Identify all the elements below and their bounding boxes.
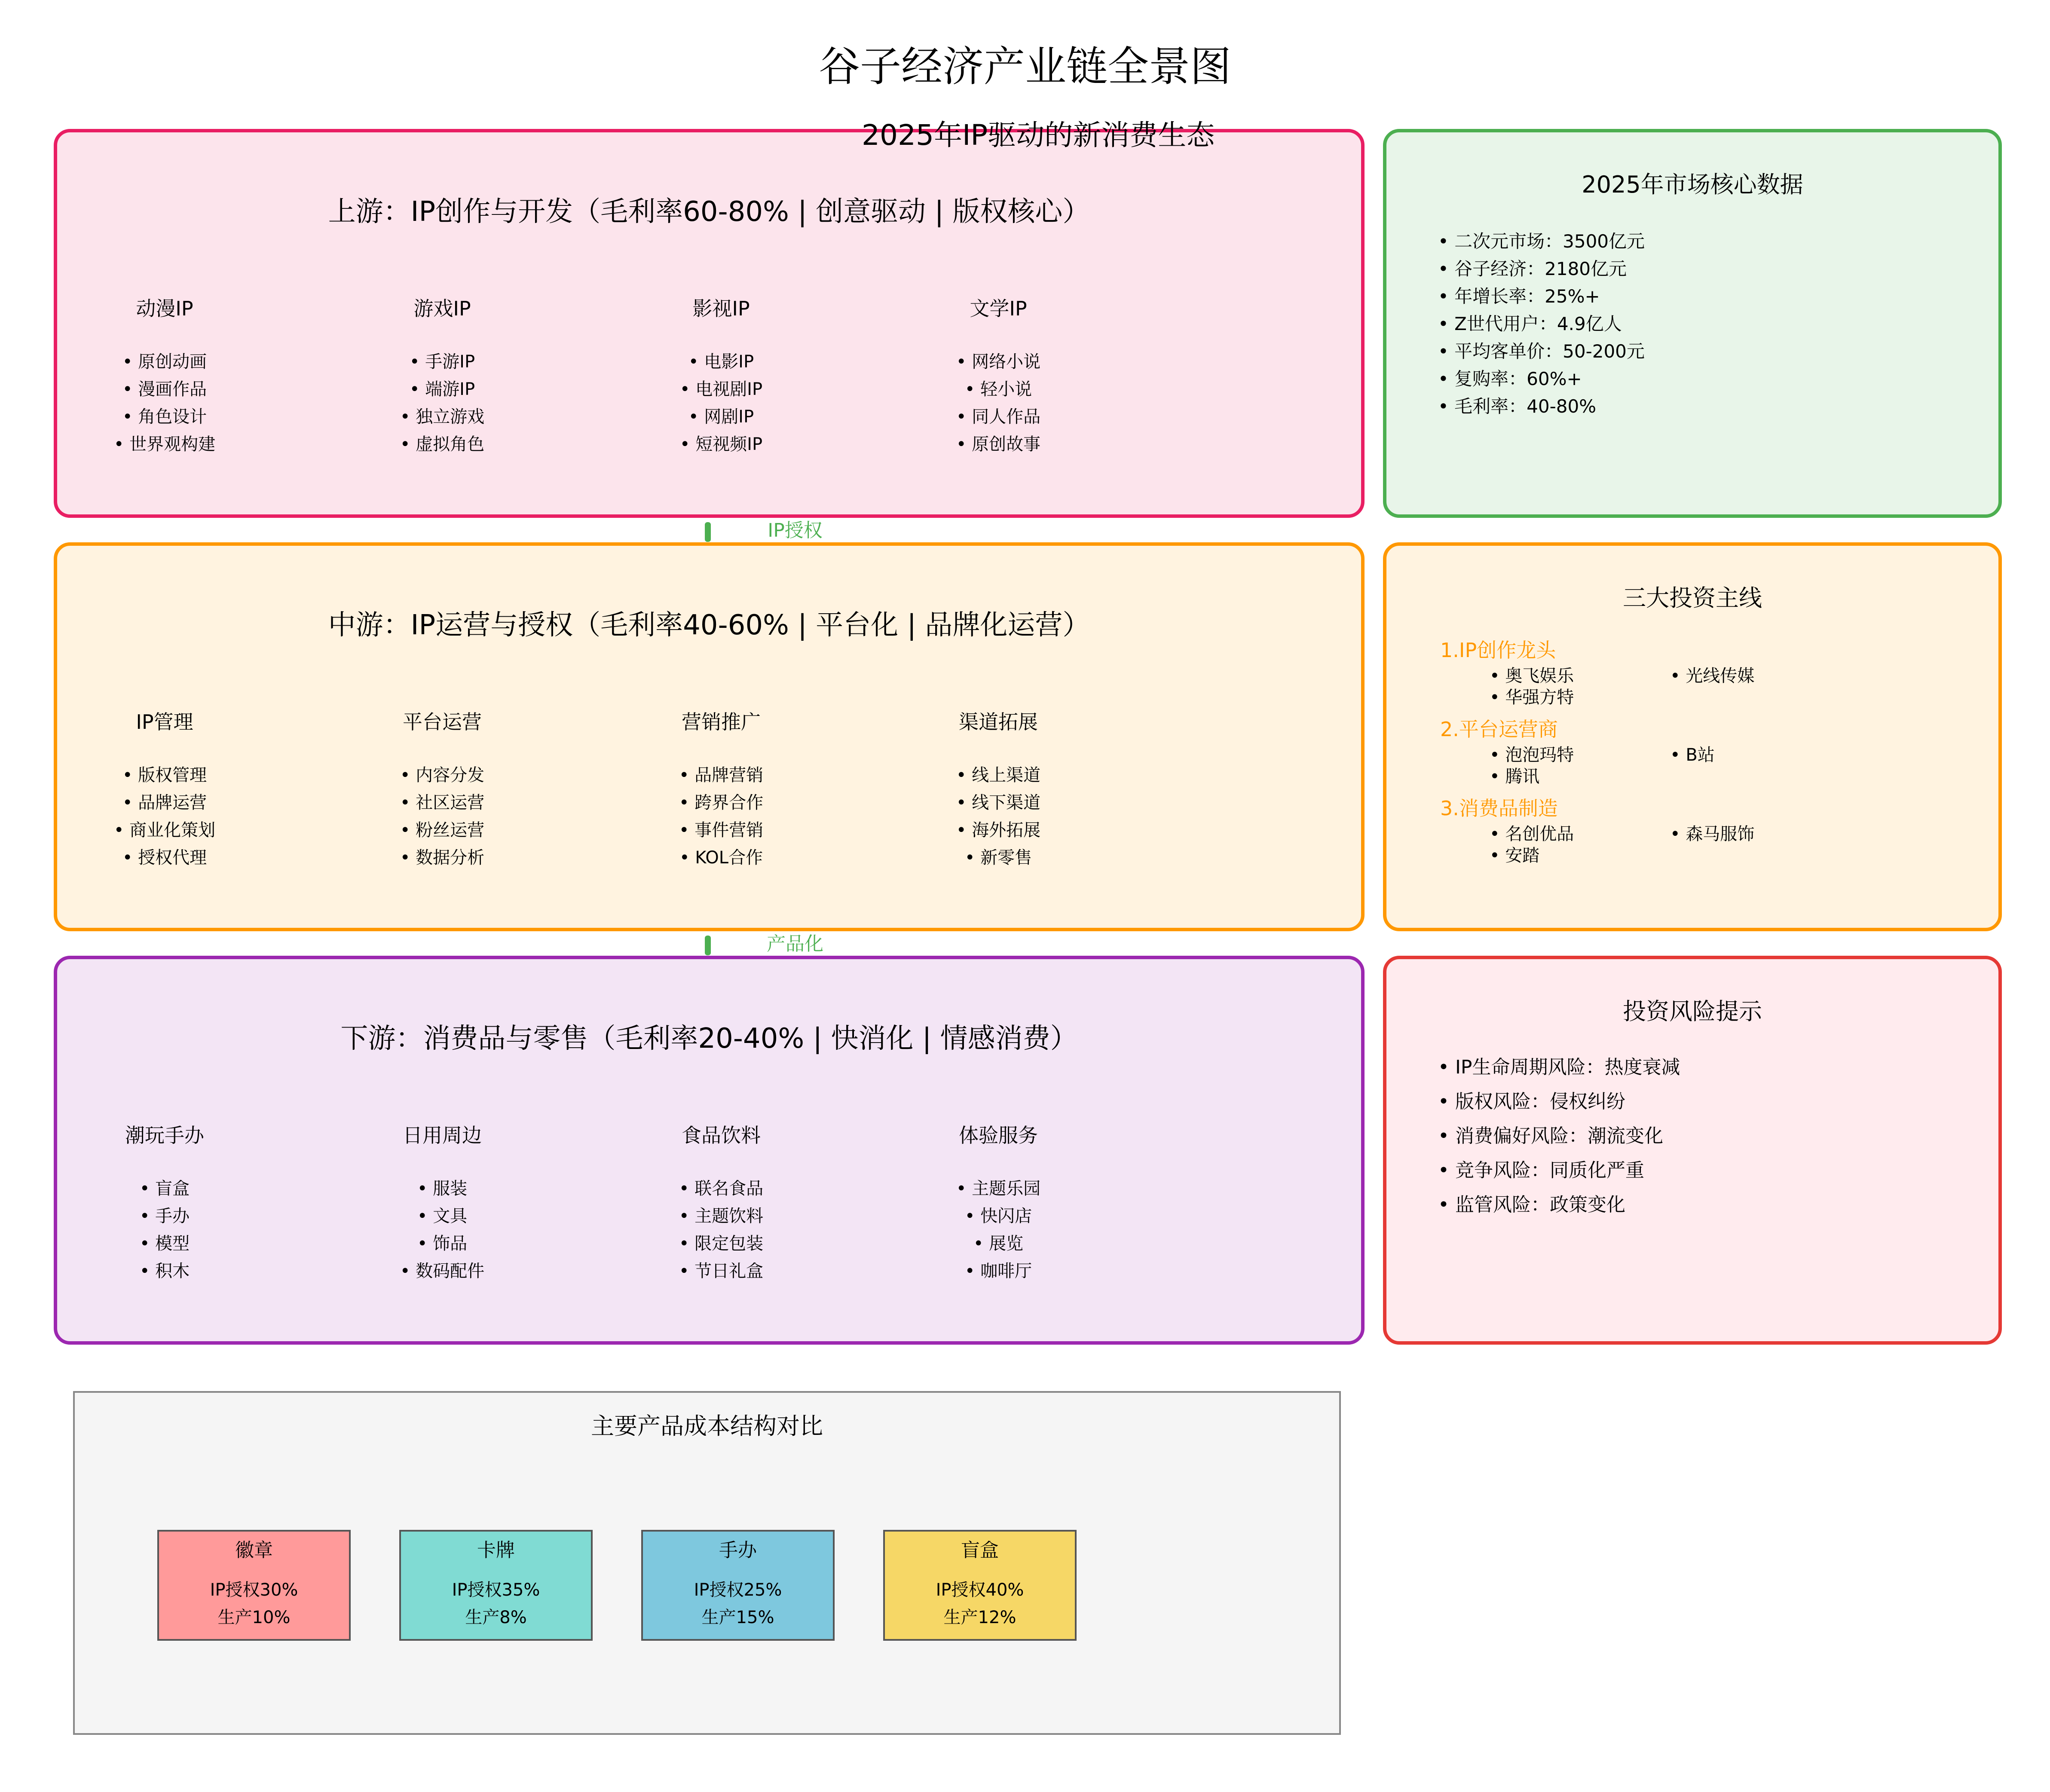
column-title: 平台运营 <box>403 710 482 734</box>
cost-box-figure <box>641 1530 835 1641</box>
license-share: IP授权30% <box>210 1580 298 1600</box>
list-item: • 端游IP <box>352 376 532 403</box>
list-item: • 网络小说 <box>908 348 1089 376</box>
production-share: 生产8% <box>465 1608 527 1627</box>
upstream-column <box>74 296 255 458</box>
product-name: 盲盒 <box>961 1539 999 1561</box>
list-item: • 商业化策划 <box>74 816 255 844</box>
product-name: 徽章 <box>235 1539 273 1561</box>
page-title: 谷子经济产业链全景图 <box>819 43 1231 91</box>
column-title: 潮玩手办 <box>125 1124 204 1147</box>
list-item: • 授权代理 <box>74 844 255 872</box>
cost-box-blindbox <box>883 1530 1077 1641</box>
list-item: • 世界观构建 <box>74 431 255 458</box>
list-item: • 手办 <box>74 1202 255 1230</box>
column-title: 文学IP <box>970 297 1027 320</box>
risk-panel <box>1383 956 2002 1345</box>
company-item: • 安踏 <box>1490 845 1670 866</box>
list-item: • 数码配件 <box>352 1257 532 1285</box>
column-title: 食品饮料 <box>682 1124 761 1147</box>
cost-box-badge <box>157 1530 351 1641</box>
investment-group <box>1440 714 1851 787</box>
market-heading: 2025年市场核心数据 <box>1582 171 1803 198</box>
risk-item: • 竞争风险：同质化严重 <box>1438 1153 1680 1188</box>
upstream-heading: 上游：IP创作与开发（毛利率60-80% | 创意驱动 | 版权核心） <box>328 196 1090 228</box>
list-item: • KOL合作 <box>631 844 811 872</box>
downstream-column <box>352 1122 532 1285</box>
list-item: • 线下渠道 <box>908 789 1089 816</box>
list-item: • 展览 <box>908 1230 1089 1257</box>
company-item: • 腾讯 <box>1490 766 1670 787</box>
column-title: 日用周边 <box>403 1124 482 1147</box>
cost-box-card <box>399 1530 593 1641</box>
list-item: • 主题饮料 <box>631 1202 811 1230</box>
list-item: • 社区运营 <box>352 789 532 816</box>
midstream-column <box>908 709 1089 872</box>
list-item: • 限定包装 <box>631 1230 811 1257</box>
connector-label: IP授权 <box>768 520 823 541</box>
downstream-column <box>74 1122 255 1285</box>
list-item: • 电影IP <box>631 348 811 376</box>
list-item: • 版权管理 <box>74 761 255 789</box>
list-item: • 品牌营销 <box>631 761 811 789</box>
column-title: 游戏IP <box>413 297 471 320</box>
investment-groups <box>1440 635 1851 866</box>
list-item: • 原创动画 <box>74 348 255 376</box>
list-item: • 文具 <box>352 1202 532 1230</box>
list-item: • 轻小说 <box>908 376 1089 403</box>
investment-group-title: 3.消费品制造 <box>1440 797 1558 820</box>
column-title: 体验服务 <box>959 1124 1038 1147</box>
risk-item: • IP生命周期风险：热度衰减 <box>1438 1050 1680 1085</box>
list-item: • 事件营销 <box>631 816 811 844</box>
risk-item: • 监管风险：政策变化 <box>1438 1188 1680 1222</box>
downstream-panel <box>54 956 1365 1345</box>
list-item: • 海外拓展 <box>908 816 1089 844</box>
list-item: • 网剧IP <box>631 403 811 431</box>
license-share: IP授权40% <box>936 1580 1024 1600</box>
column-title: 动漫IP <box>136 297 193 320</box>
upstream-panel <box>54 129 1365 518</box>
list-item: • 联名食品 <box>631 1175 811 1202</box>
column-title: IP管理 <box>136 710 193 734</box>
cost-structure-panel <box>73 1391 1341 1735</box>
list-item: • 节日礼盒 <box>631 1257 811 1285</box>
market-stat: • 二次元市场：3500亿元 <box>1438 228 1645 255</box>
upstream-column <box>908 296 1089 458</box>
production-share: 生产12% <box>943 1608 1016 1627</box>
downstream-heading: 下游：消费品与零售（毛利率20-40% | 快消化 | 情感消费） <box>340 1023 1078 1055</box>
midstream-heading: 中游：IP运营与授权（毛利率40-60% | 平台化 | 品牌化运营） <box>328 609 1090 641</box>
risk-item: • 消费偏好风险：潮流变化 <box>1438 1119 1680 1153</box>
column-title: 营销推广 <box>682 710 761 734</box>
investment-heading: 三大投资主线 <box>1623 584 1762 612</box>
list-item: • 咖啡厅 <box>908 1257 1089 1285</box>
investment-group <box>1440 793 1851 866</box>
market-stat: • 毛利率：40-80% <box>1438 393 1645 420</box>
list-item: • 原创故事 <box>908 431 1089 458</box>
upstream-column <box>352 296 532 458</box>
list-item: • 盲盒 <box>74 1175 255 1202</box>
market-data-panel <box>1383 129 2002 518</box>
risk-item: • 版权风险：侵权纠纷 <box>1438 1085 1680 1119</box>
company-item: • 奥飞娱乐 <box>1490 665 1670 687</box>
list-item: • 同人作品 <box>908 403 1089 431</box>
company-item: • 泡泡玛特 <box>1490 744 1670 766</box>
license-share: IP授权35% <box>452 1580 540 1600</box>
company-item: • 光线传媒 <box>1670 665 1851 687</box>
list-item: • 漫画作品 <box>74 376 255 403</box>
midstream-column <box>74 709 255 872</box>
risk-list <box>1438 1050 1680 1222</box>
market-stat: • 平均客单价：50-200元 <box>1438 338 1645 365</box>
product-name: 卡牌 <box>477 1539 515 1561</box>
production-share: 生产10% <box>217 1608 291 1627</box>
list-item: • 主题乐园 <box>908 1175 1089 1202</box>
column-title: 影视IP <box>692 297 750 320</box>
page-subtitle: 2025年IP驱动的新消费生态 <box>862 119 1215 152</box>
market-stat: • 复购率：60%+ <box>1438 365 1645 393</box>
list-item: • 数据分析 <box>352 844 532 872</box>
list-item: • 积木 <box>74 1257 255 1285</box>
market-stat: • Z世代用户：4.9亿人 <box>1438 310 1645 338</box>
license-share: IP授权25% <box>694 1580 782 1600</box>
list-item: • 跨界合作 <box>631 789 811 816</box>
market-stat: • 谷子经济：2180亿元 <box>1438 255 1645 283</box>
investment-group <box>1440 635 1851 708</box>
list-item: • 独立游戏 <box>352 403 532 431</box>
column-title: 渠道拓展 <box>959 710 1038 734</box>
midstream-column <box>352 709 532 872</box>
list-item: • 新零售 <box>908 844 1089 872</box>
market-stat: • 年增长率：25%+ <box>1438 283 1645 310</box>
list-item: • 角色设计 <box>74 403 255 431</box>
list-item: • 快闪店 <box>908 1202 1089 1230</box>
downstream-column <box>908 1122 1089 1285</box>
list-item: • 粉丝运营 <box>352 816 532 844</box>
market-list <box>1438 228 1645 420</box>
company-item: • B站 <box>1670 744 1851 766</box>
list-item: • 短视频IP <box>631 431 811 458</box>
risk-heading: 投资风险提示 <box>1623 998 1762 1025</box>
company-item: • 华强方特 <box>1490 687 1670 708</box>
production-share: 生产15% <box>701 1608 774 1627</box>
investment-group-title: 2.平台运营商 <box>1440 718 1558 741</box>
upstream-column <box>631 296 811 458</box>
company-item: • 名创优品 <box>1490 823 1670 845</box>
midstream-panel <box>54 542 1365 931</box>
company-item: • 森马服饰 <box>1670 823 1851 845</box>
list-item: • 电视剧IP <box>631 376 811 403</box>
list-item: • 服装 <box>352 1175 532 1202</box>
list-item: • 模型 <box>74 1230 255 1257</box>
cost-heading: 主要产品成本结构对比 <box>591 1413 823 1440</box>
list-item: • 品牌运营 <box>74 789 255 816</box>
investment-panel <box>1383 542 2002 931</box>
midstream-column <box>631 709 811 872</box>
list-item: • 手游IP <box>352 348 532 376</box>
list-item: • 饰品 <box>352 1230 532 1257</box>
list-item: • 虚拟角色 <box>352 431 532 458</box>
investment-group-title: 1.IP创作龙头 <box>1440 639 1556 662</box>
product-name: 手办 <box>719 1539 757 1561</box>
connector-label: 产品化 <box>767 933 823 955</box>
list-item: • 线上渠道 <box>908 761 1089 789</box>
downstream-column <box>631 1122 811 1285</box>
list-item: • 内容分发 <box>352 761 532 789</box>
